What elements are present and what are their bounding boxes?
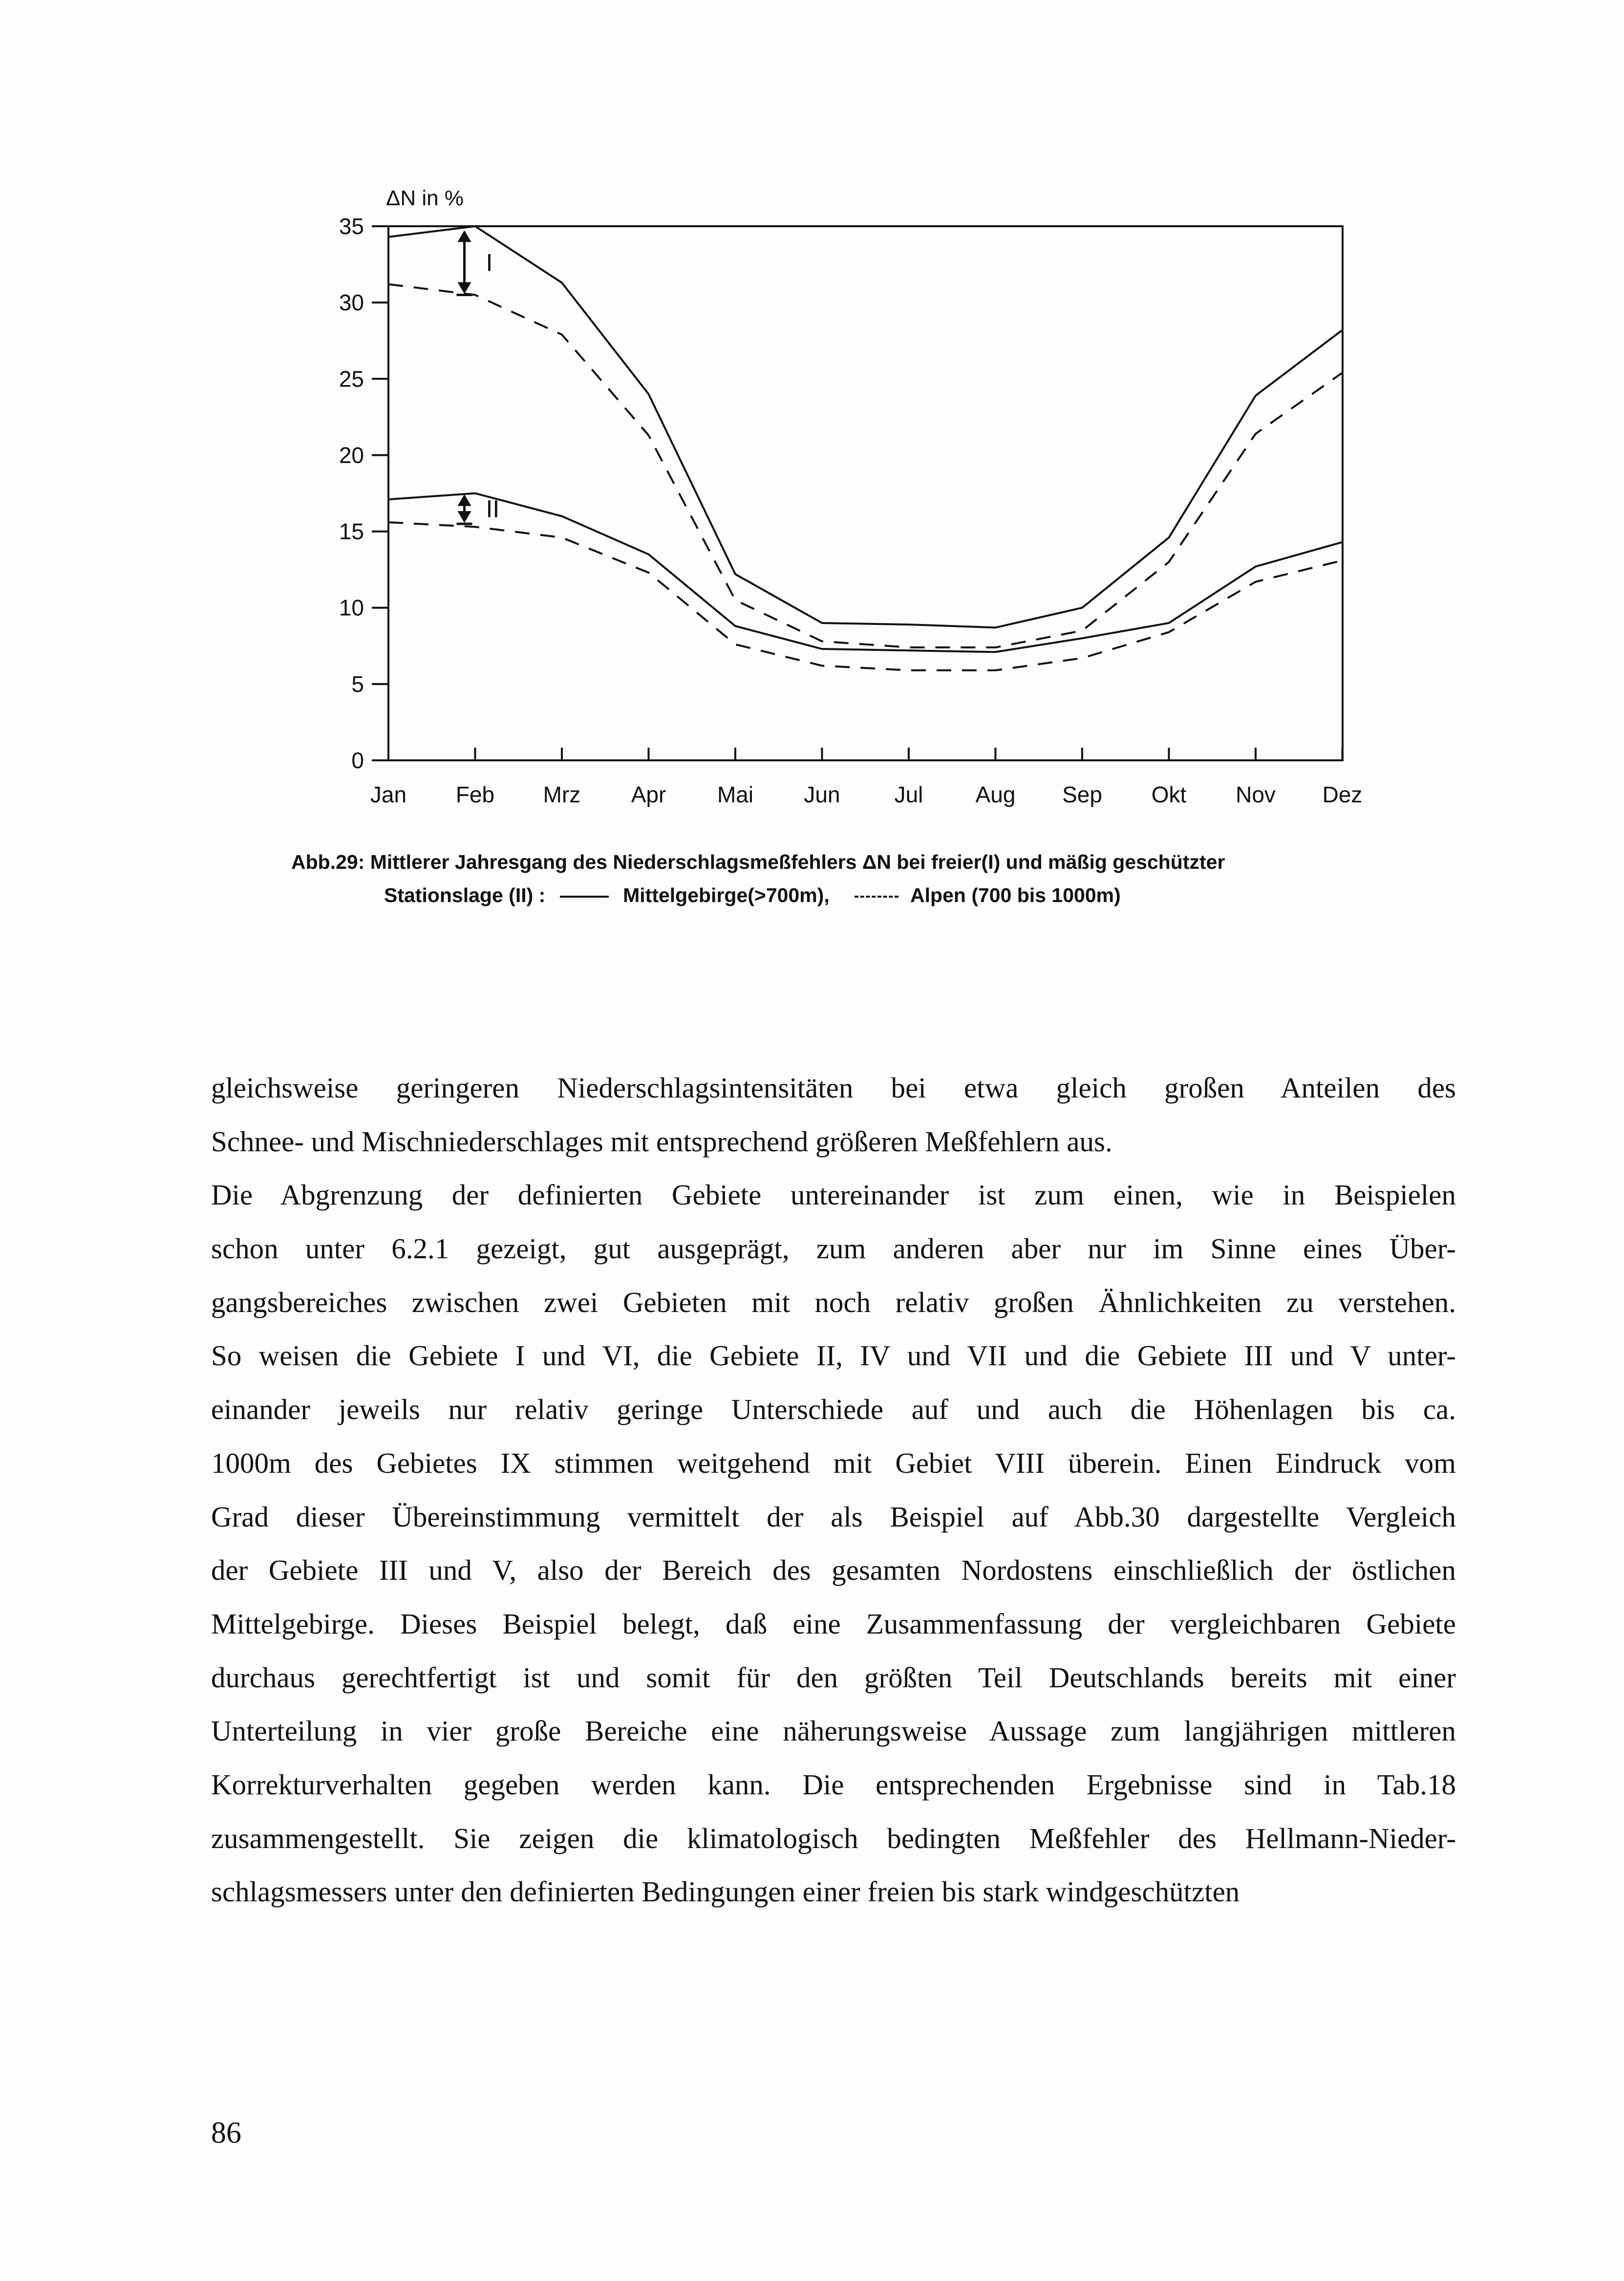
x-tick-label: Feb	[455, 782, 495, 807]
y-tick-label: 5	[351, 671, 364, 697]
body-line: 1000m des Gebietes IX stimmen weitgehend mit Gebiet VIII überein. Einen Eindruck vom	[211, 1446, 1456, 1479]
y-axis-title: ΔN in %	[386, 186, 464, 210]
body-line: durchaus gerechtfertigt ist und somit für den größten Teil Deutschlands bereits mit einer	[211, 1661, 1456, 1694]
x-tick-label: Sep	[1062, 782, 1102, 807]
body-line: So weisen die Gebiete I und VI, die Gebiete II, IV und VII und die Gebiete III und V unter-	[211, 1339, 1456, 1372]
figure-caption	[291, 845, 1366, 912]
page-number: 86	[211, 2116, 241, 2150]
legend-solid-line-icon	[560, 896, 609, 898]
x-tick-label: Nov	[1236, 782, 1276, 807]
arrow-head-up-icon	[458, 495, 471, 506]
body-line: der Gebiete III und V, also der Bereich des gesamten Nordostens einschließlich der östlichen	[211, 1554, 1456, 1587]
arrow-head-down-icon	[458, 511, 471, 523]
legend-solid-label: Mittelgebirge(>700m),	[623, 884, 830, 906]
body-paragraphs	[211, 1061, 1456, 1919]
body-line: Die Abgrenzung der definierten Gebiete untereinander ist zum einen, wie in Beispielen	[211, 1179, 1456, 1211]
annotation-label-1: I	[486, 249, 493, 277]
y-tick-label: 30	[339, 290, 364, 316]
precipitation-error-chart	[0, 0, 1624, 840]
body-line: schon unter 6.2.1 gezeigt, gut ausgeprägt, zum anderen aber nur im Sinne eines Über-	[211, 1232, 1456, 1265]
body-line: Unterteilung in vier große Bereiche eine näherungsweise Aussage zum langjährigen mittleren	[211, 1715, 1456, 1747]
y-tick-label: 25	[339, 366, 364, 392]
y-tick-label: 0	[351, 748, 364, 773]
x-tick-label: Mrz	[543, 782, 581, 807]
body-line: einander jeweils nur relativ geringe Unterschiede auf und auch die Höhenlagen bis ca.	[211, 1393, 1456, 1426]
x-tick-label: Apr	[631, 782, 666, 807]
y-tick-label: 10	[339, 595, 364, 621]
legend-dashed-label: Alpen (700 bis 1000m)	[910, 884, 1121, 906]
x-tick-label: Dez	[1322, 782, 1363, 807]
annotation-label-2: II	[486, 495, 500, 523]
plot-border	[388, 226, 1343, 760]
plot-frame	[388, 226, 1343, 760]
body-line: Schnee- und Mischniederschlages mit entsprechend größeren Meßfehlern aus.	[211, 1125, 1112, 1158]
x-tick-label: Jul	[894, 782, 923, 807]
caption-line-2-prefix: Stationslage (II) :	[384, 884, 546, 906]
legend-dashed-line-icon	[855, 896, 898, 898]
body-line: schlagsmessers unter den definierten Bedingungen einer freien bis stark windgeschützten	[211, 1875, 1240, 1908]
series-line-2	[388, 284, 1343, 647]
body-line: Korrekturverhalten gegeben werden kann. Die entsprechenden Ergebnisse sind in Tab.18	[211, 1768, 1456, 1801]
body-line: zusammengestellt. Sie zeigen die klimatologisch bedingten Meßfehler des Hellmann-Nieder-	[211, 1822, 1456, 1854]
series-line-4	[388, 522, 1343, 670]
x-axis	[370, 748, 1362, 807]
x-tick-label: Mai	[717, 782, 754, 807]
y-axis	[339, 214, 388, 773]
y-tick-label: 20	[339, 442, 364, 468]
y-tick-label: 15	[339, 518, 364, 544]
body-line: Grad dieser Übereinstimmung vermittelt der als Beispiel auf Abb.30 dargestellte Vergleich	[211, 1500, 1456, 1533]
arrow-head-down-icon	[458, 282, 471, 294]
arrow-head-up-icon	[458, 230, 471, 242]
body-line: gleichsweise geringeren Niederschlagsintensitäten bei etwa gleich großen Anteilen des	[211, 1072, 1456, 1104]
x-tick-label: Jun	[804, 782, 840, 807]
x-tick-label: Aug	[975, 782, 1016, 807]
caption-line-2	[291, 879, 1366, 912]
x-tick-label: Jan	[370, 782, 407, 807]
body-line: gangsbereiches zwischen zwei Gebieten mit noch relativ großen Ähnlichkeiten zu verstehen.	[211, 1286, 1456, 1318]
x-tick-label: Okt	[1151, 782, 1187, 807]
annotations	[457, 230, 500, 524]
body-line: Mittelgebirge. Dieses Beispiel belegt, daß eine Zusammenfassung der vergleichbaren Gebiete	[211, 1607, 1456, 1640]
series-lines	[388, 226, 1343, 670]
y-tick-label: 35	[339, 214, 364, 239]
series-line-1	[388, 226, 1343, 627]
caption-line-1: Abb.29: Mittlerer Jahresgang des Niederschlagsmeßfehlers ΔN bei freier(I) und mäßig geschützter	[291, 851, 1225, 873]
